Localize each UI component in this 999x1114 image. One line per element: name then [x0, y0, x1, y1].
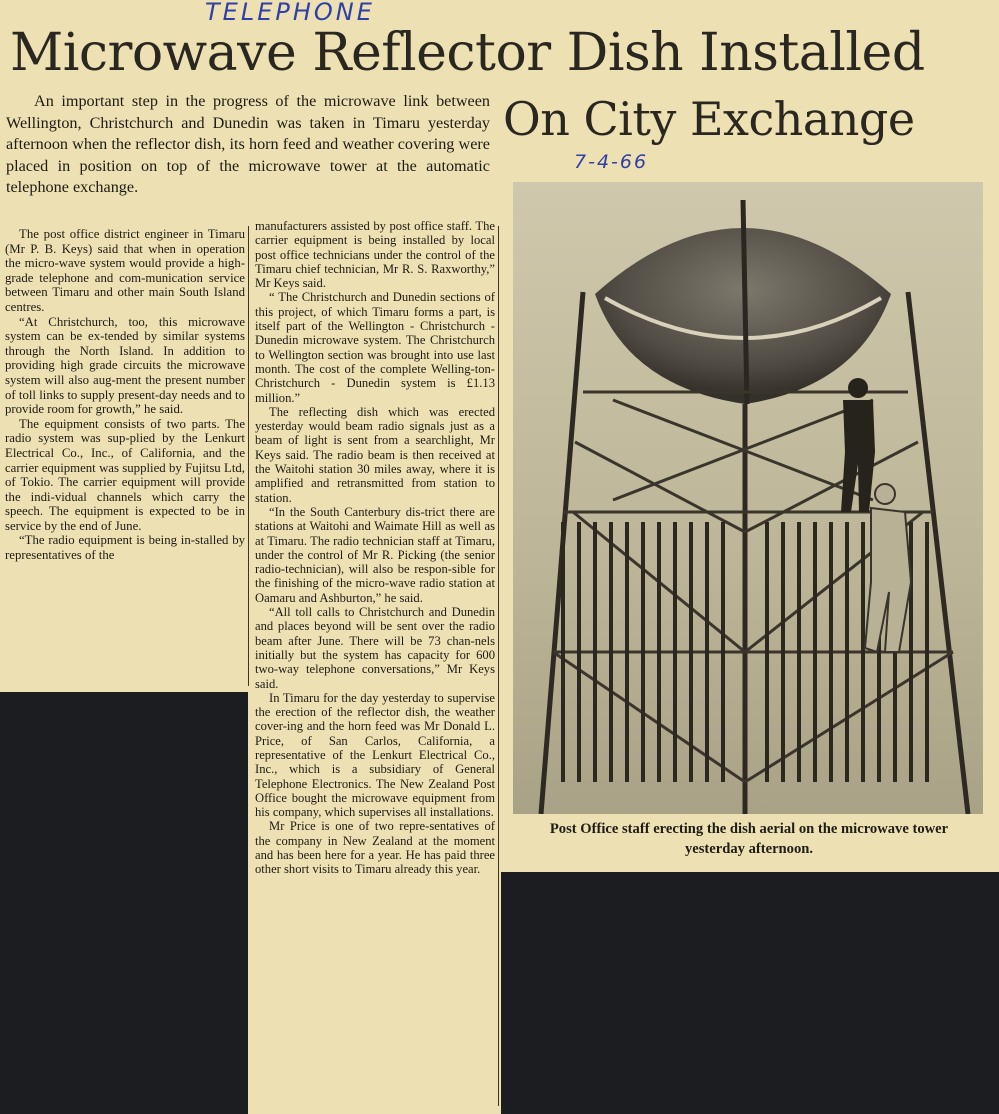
- tower-photo-image: [513, 182, 983, 814]
- photo-caption: Post Office staff erecting the dish aerial on the microwave tower yesterday afternoon.: [549, 821, 949, 857]
- column-rule-2: [498, 226, 499, 1106]
- column-1-paragraph: “At Christchurch, too, this microwave system can be ex-tended by similar systems through the North Island. In addition to providing high grade circuits the microwave system will also aug-ment the present number of toll links to supply present-day needs and to provide room for growth,” he said.: [5, 314, 245, 417]
- intro-paragraph: An important step in the progress of the microwave link between Wellington, Christchurch and Dunedin was taken in Timaru yesterday afternoon when the reflector dish, its horn feed and weather covering were placed in position on top of the microwave tower at the automatic telephone exchange.: [6, 92, 490, 197]
- column-2-paragraph: Mr Price is one of two repre-sentatives of the company in New Zealand at the moment and has been here for a year. He has paid three other short visits to Timaru already this year.: [255, 819, 495, 877]
- column-2-paragraph: The reflecting dish which was erected yesterday would beam radio signals just as a beam of light is sent from a searchlight, Mr Keys said. The radio beam is then received at the Waitohi station 30 miles away, where it is amplified and retransmitted from station to station.: [255, 404, 495, 505]
- column-2-paragraph: “In the South Canterbury dis-trict there are stations at Waitohi and Waimate Hill as well as at Timaru. The radio technician staff at Timaru, under the control of Mr R. Picking (the senior radio-technician), will also be respon-sible for the finishing of the micro-wave radio station at Oamaru and Ashburton,” he said.: [255, 504, 495, 605]
- column-2-paragraph: manufacturers assisted by post office staff. The carrier equipment is being installed by local post office technicians under the control of the Timaru chief technician, Mr R. S. Raxworthy,” Mr Keys said.: [255, 219, 495, 291]
- column-2-paragraph: “ The Christchurch and Dunedin sections of this project, of which Timaru forms a part, is itself part of the Wellington - Christchurch - Dunedin microwave system. The Christchurch to Wellington section was brought into use last month. The cost of the complete Welling-ton-Christchurch - Dunedin system is £1.13 million.”: [255, 290, 495, 405]
- handwritten-date: 7-4-66: [574, 151, 649, 173]
- column-2-paragraph: “All toll calls to Christchurch and Dunedin and places beyond will be sent over the radio beam after June. There will be 73 chan-nels initially but the system has capacity for 600 two-way telephone conversations,” Mr Keys said.: [255, 605, 495, 691]
- handwritten-category: TELEPHONE: [205, 0, 375, 26]
- tower-photo: [513, 182, 983, 814]
- column-2-paragraph: In Timaru for the day yesterday to supervise the erection of the reflector dish, the weather cover-ing and the horn feed was Mr Donald L. Price, of San Carlos, California, a representative of the Lenkurt Electrical Co., Inc., which is a subsidiary of General Telephone Electronics. The New Zealand Post Office bought the microwave equipment from his company, which supervises all installations.: [255, 690, 495, 820]
- headline-line-2: On City Exchange: [503, 92, 915, 146]
- column-1-paragraph: “The radio equipment is being in-stalled by representatives of the: [5, 533, 245, 563]
- column-1-paragraph: The equipment consists of two parts. The radio system was sup-plied by the Lenkurt Electrical Co., Inc., of California, and the carrier equipment was supplied by Fujitsu Ltd, of Tokio. The carrier equipment will provide the indi-vidual channels which carry the speech. The equipment is expected to be in service by the end of June.: [5, 416, 245, 533]
- column-rule-1: [248, 226, 249, 686]
- article-column-2: [255, 219, 495, 1109]
- headline-line-1: Microwave Reflector Dish Installed: [10, 23, 925, 83]
- article-column-1: [5, 227, 245, 692]
- column-1-paragraph: The post office district engineer in Timaru (Mr P. B. Keys) said that when in operation the micro-wave system would provide a high-grade telephone and com-munication service between Timaru and other main South Island centres.: [5, 227, 245, 314]
